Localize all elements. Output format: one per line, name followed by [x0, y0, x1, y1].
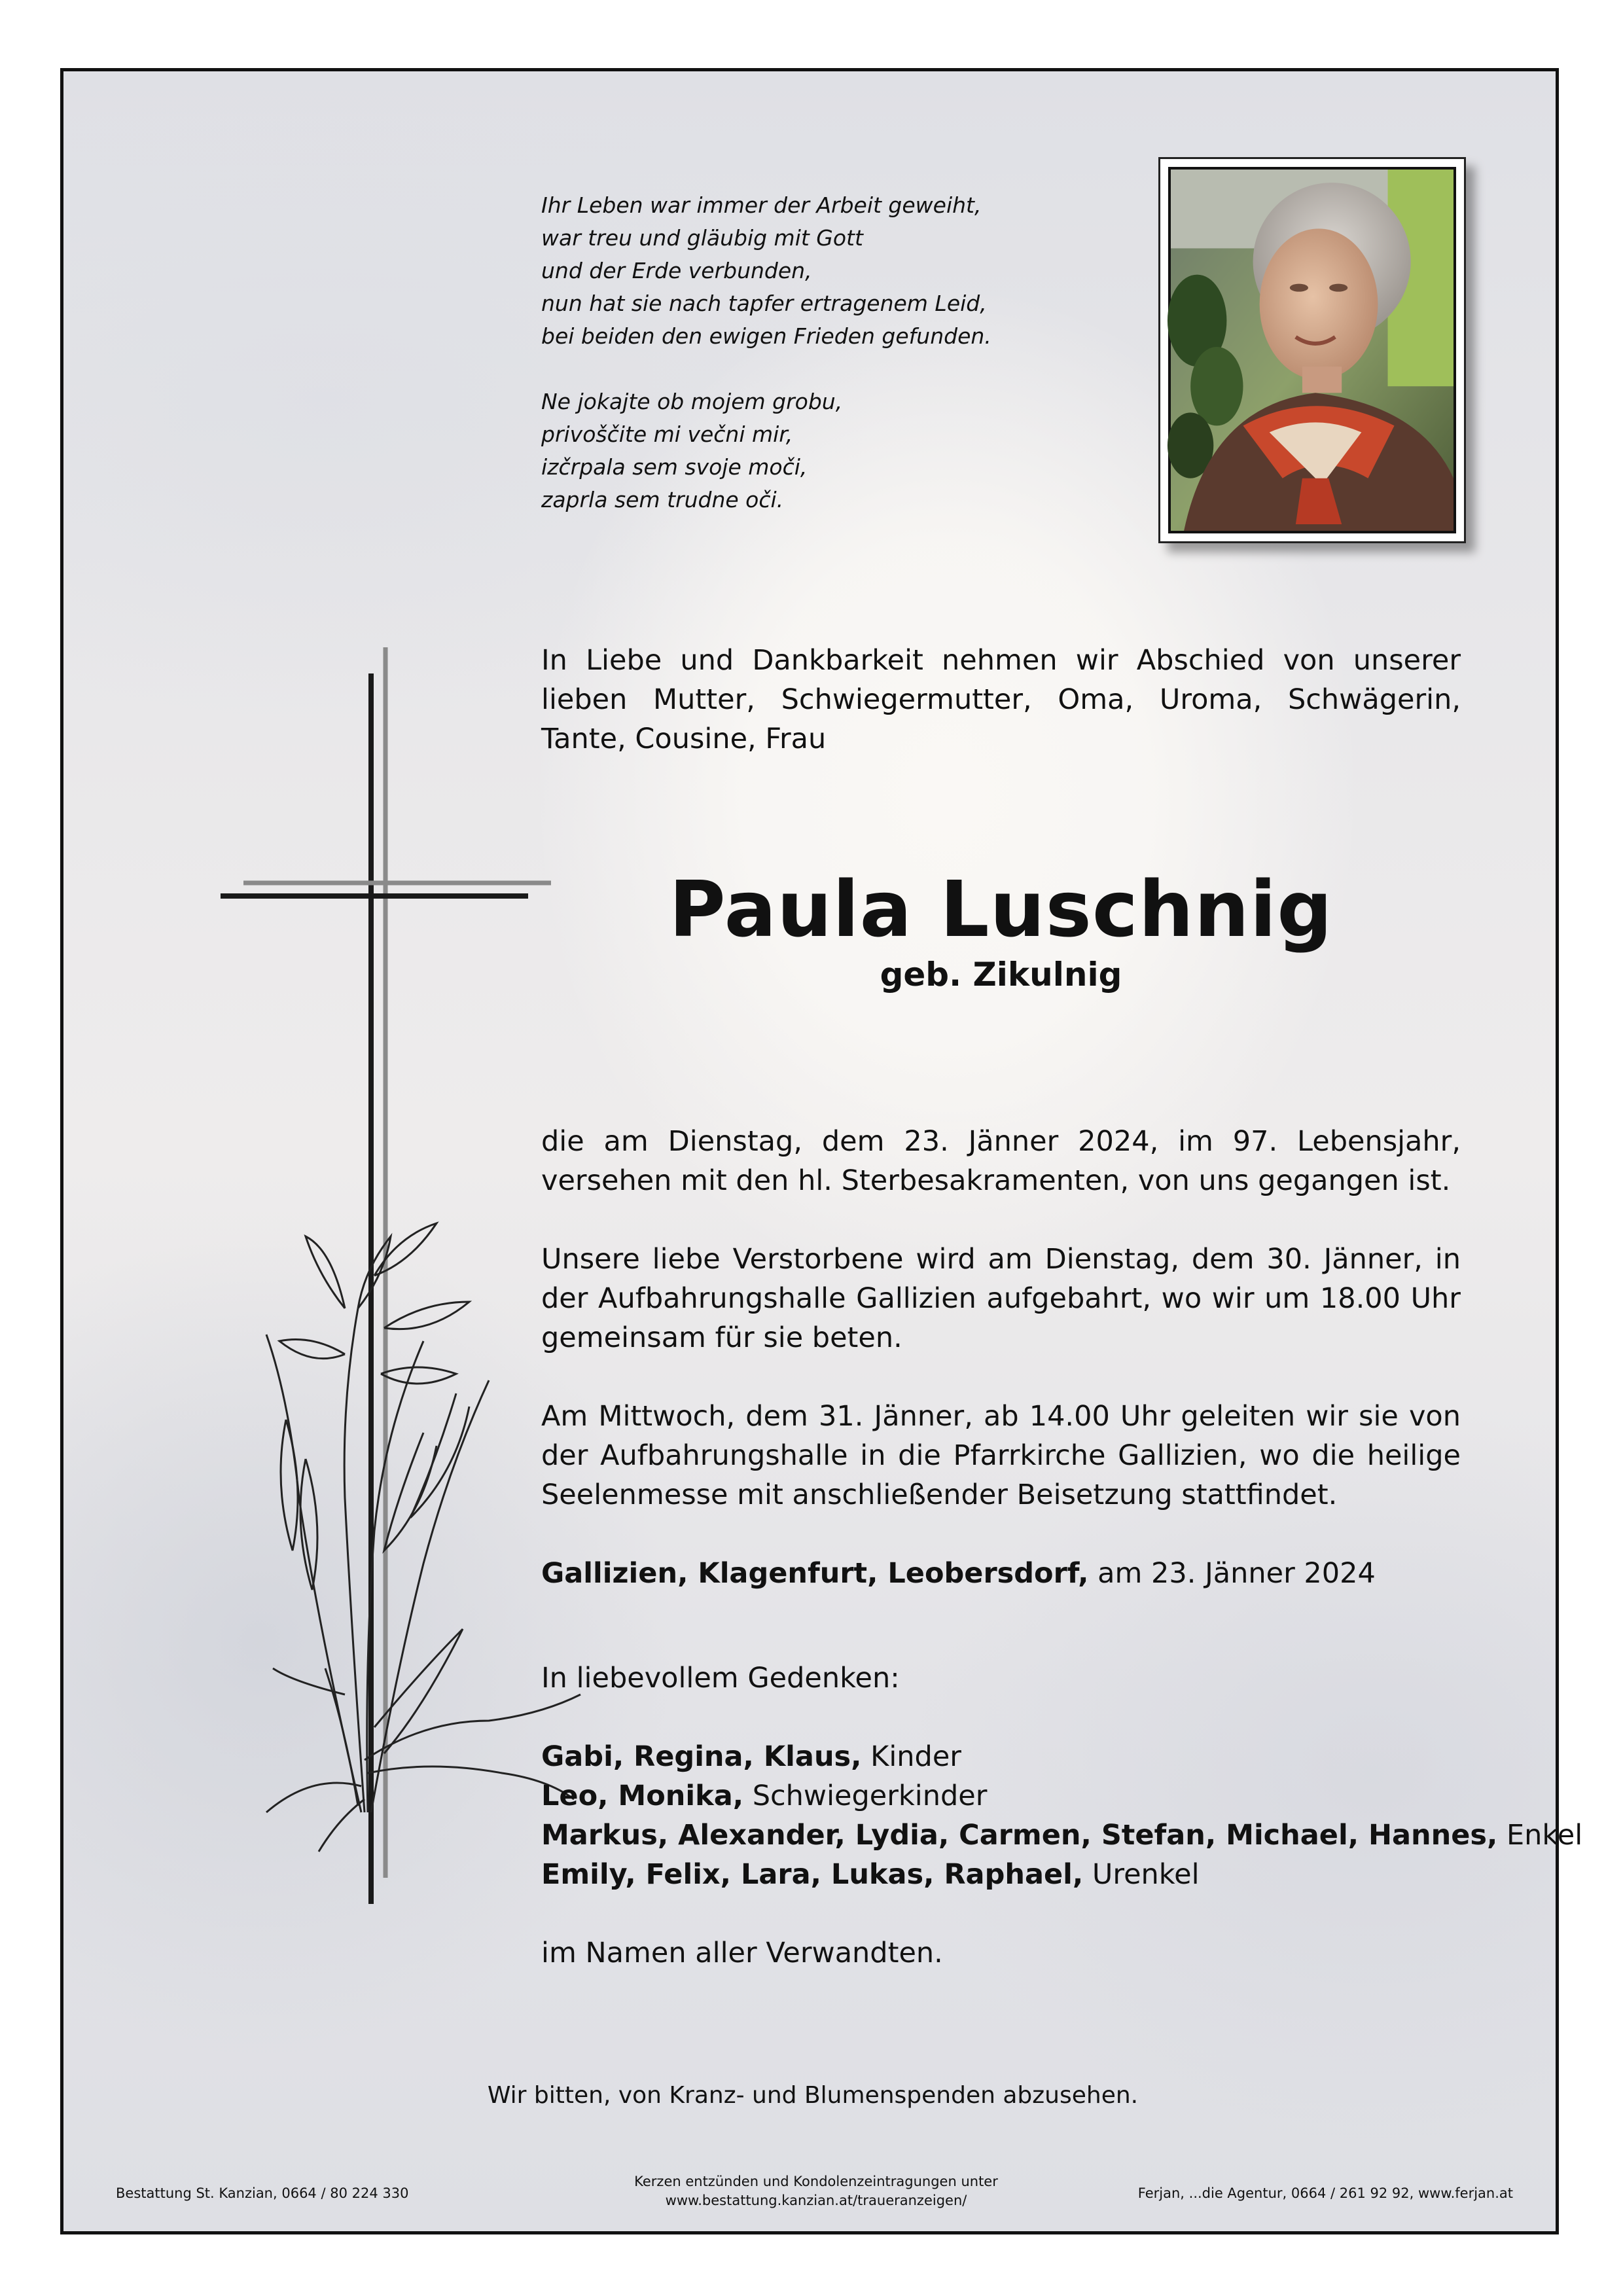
closing-line: im Namen aller Verwandten.: [541, 1937, 943, 1969]
poem-stanza-german: [541, 189, 1130, 353]
memorial-heading: In liebevollem Gedenken:: [541, 1662, 900, 1695]
family-row-great-grandchildren: [541, 1855, 1461, 1894]
place-and-date: [541, 1554, 1461, 1593]
poem-stanza-slovenian: [541, 386, 1130, 516]
footer-funeral-home: Bestattung St. Kanzian, 0664 / 80 224 330: [116, 2185, 409, 2201]
footer-agency: Ferjan, ...die Agentur, 0664 / 261 92 92, www.ferjan.at: [1137, 2185, 1513, 2201]
poem-line: privoščite mi večni mir,: [541, 422, 793, 447]
portrait-photo-frame: [1158, 157, 1466, 543]
farewell-intro: In Liebe und Dankbarkeit nehmen wir Abschied von unserer lieben Mutter, Schwiegermutter, Oma, Uroma, Schwägerin, Tante, Cousine, Frau: [541, 644, 1461, 755]
poem-line: nun hat sie nach tapfer ertragenem Leid,: [541, 291, 987, 316]
poem-line: bei beiden den ewigen Frieden gefunden.: [541, 323, 991, 349]
family-relation: Enkel: [1497, 1819, 1583, 1852]
portrait-photo: [1168, 167, 1456, 533]
family-row-children: [541, 1737, 1461, 1776]
family-relation: Kinder: [861, 1740, 961, 1773]
family-row-grandchildren: [541, 1816, 1583, 1855]
deceased-name: Paula Luschnig: [669, 864, 1333, 954]
poem-line: Ihr Leben war immer der Arbeit geweiht,: [541, 192, 982, 218]
obituary-notice: [60, 68, 1583, 2234]
poem-line: izčrpala sem svoje moči,: [541, 454, 808, 480]
maiden-name: geb. Zikulnig: [880, 956, 1122, 994]
places-date: am 23. Jänner 2024: [1088, 1557, 1376, 1590]
footer-condolence: [620, 2172, 1012, 2210]
death-paragraph: die am Dienstag, dem 23. Jänner 2024, im 97. Lebensjahr, versehen mit den hl. Sterbesakramenten, von uns gegangen ist.: [541, 1125, 1461, 1197]
wake-paragraph: Unsere liebe Verstorbene wird am Dienstag, dem 30. Jänner, in der Aufbahrungshalle Gallizien aufgebahrt, wo wir um 18.00 Uhr gemeinsam für sie beten.: [541, 1243, 1461, 1354]
family-names: Leo, Monika,: [541, 1780, 744, 1812]
poem-line: zaprla sem trudne oči.: [541, 487, 784, 512]
footer-condolence-url[interactable]: www.bestattung.kanzian.at/traueranzeigen/: [665, 2193, 967, 2208]
portrait-image: [1171, 170, 1454, 531]
family-names: Emily, Felix, Lara, Lukas, Raphael,: [541, 1858, 1084, 1891]
donation-request: Wir bitten, von Kranz- und Blumenspenden abzusehen.: [487, 2082, 1139, 2109]
cross-with-wheat-icon: [149, 647, 594, 2002]
footer-condolence-text: Kerzen entzünden und Kondolenzeintragungen unter: [634, 2174, 998, 2189]
poem-line: und der Erde verbunden,: [541, 258, 812, 283]
family-list: [541, 1737, 1583, 1894]
family-relation: Schwiegerkinder: [743, 1780, 988, 1812]
poem-line: war treu und gläubig mit Gott: [541, 225, 863, 251]
family-names: Gabi, Regina, Klaus,: [541, 1740, 862, 1773]
places-towns: Gallizien, Klagenfurt, Leobersdorf,: [541, 1557, 1089, 1590]
poem-line: Ne jokajte ob mojem grobu,: [541, 389, 843, 414]
poem: [541, 189, 1130, 549]
family-relation: Urenkel: [1083, 1858, 1200, 1891]
funeral-paragraph: Am Mittwoch, dem 31. Jänner, ab 14.00 Uhr geleiten wir sie von der Aufbahrungshalle in die Pfarrkirche Gallizien, wo die heilige Seelenmesse mit anschließender Beisetzung stattfindet.: [541, 1400, 1461, 1511]
family-names: Markus, Alexander, Lydia, Carmen, Stefan, Michael, Hannes,: [541, 1819, 1498, 1852]
family-row-children-in-law: [541, 1776, 1461, 1816]
